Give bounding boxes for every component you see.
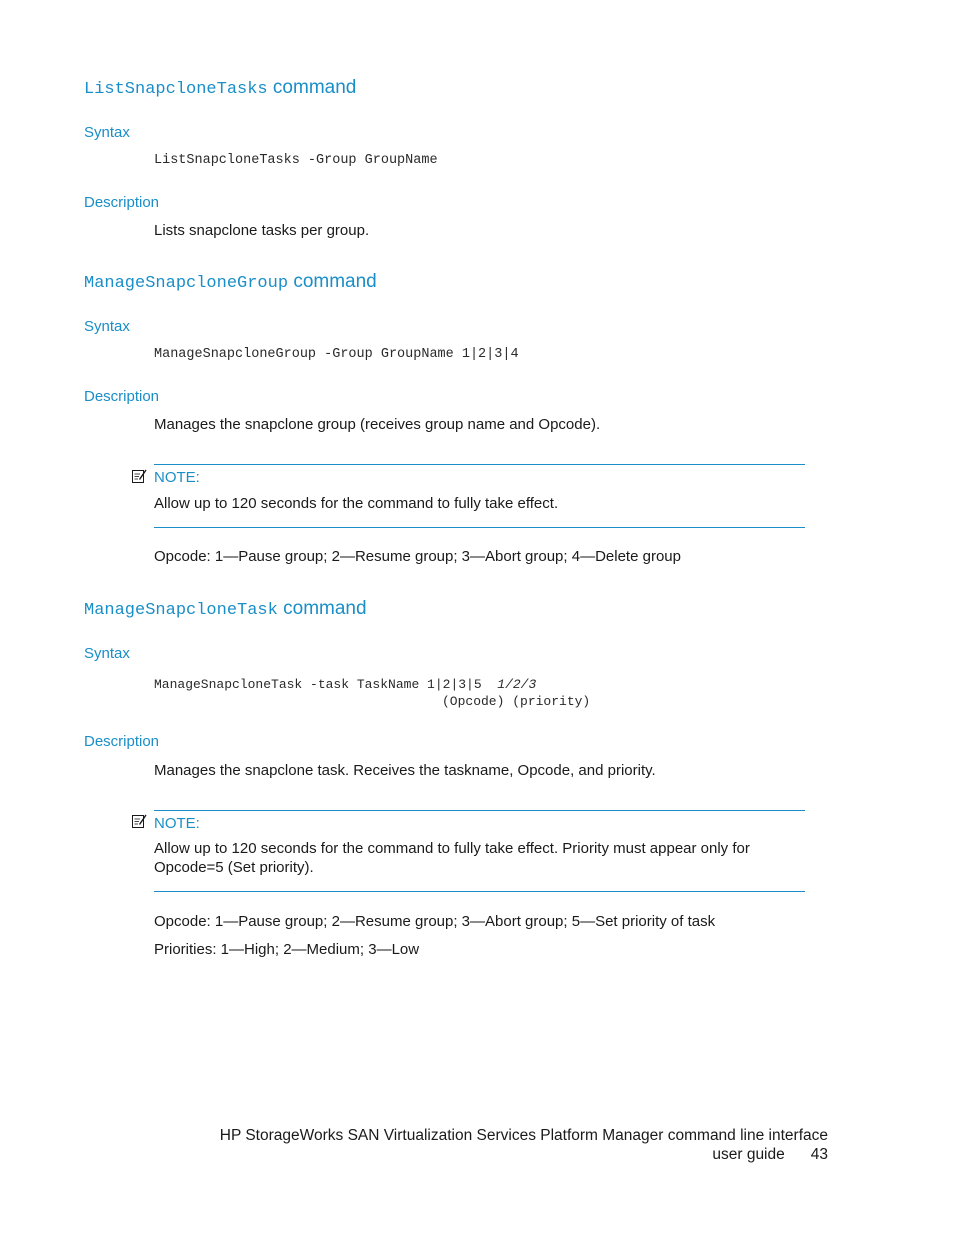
note-top-rule xyxy=(154,810,805,811)
syntax-code: ManageSnapcloneGroup -Group GroupName 1|2|3|4 xyxy=(154,347,519,362)
syntax-main: ManageSnapcloneTask -task TaskName 1|2|3|5 xyxy=(154,677,498,692)
description-text: Lists snapclone tasks per group. xyxy=(154,222,370,239)
syntax-heading: Syntax xyxy=(84,318,130,335)
command-name: ManageSnapcloneTask xyxy=(84,601,278,620)
command-suffix: command xyxy=(288,271,377,292)
description-text: Manages the snapclone task. Receives the taskname, Opcode, and priority. xyxy=(154,762,656,779)
syntax-code xyxy=(154,677,536,692)
syntax-heading: Syntax xyxy=(84,124,130,141)
section-heading-managesnapclonetask xyxy=(84,598,367,620)
syntax-subcaption: (Opcode) (priority) xyxy=(442,694,591,709)
syntax-priority-values: 1/2/3 xyxy=(497,677,537,692)
description-heading: Description xyxy=(84,733,160,750)
opcode-text: Opcode: 1—Pause group; 2—Resume group; 3—Abort group; 4—Delete group xyxy=(154,548,681,565)
description-heading: Description xyxy=(84,388,160,405)
command-suffix: command xyxy=(277,598,367,619)
note-bottom-rule xyxy=(154,527,805,528)
page-footer xyxy=(188,1126,828,1164)
note-text: Allow up to 120 seconds for the command to fully take effect. xyxy=(154,495,559,512)
page-number: 43 xyxy=(810,1146,828,1163)
command-name: ListSnapcloneTasks xyxy=(84,80,268,99)
section-heading-listsnapclonetasks xyxy=(84,77,356,99)
description-heading: Description xyxy=(84,194,160,211)
command-name: ManageSnapcloneGroup xyxy=(84,274,289,293)
priorities-text: Priorities: 1—High; 2—Medium; 3—Low xyxy=(154,941,420,958)
opcode-text: Opcode: 1—Pause group; 2—Resume group; 3—Abort group; 5—Set priority of task xyxy=(154,913,716,930)
note-label: NOTE: xyxy=(154,815,200,832)
note-pencil-icon xyxy=(131,468,147,484)
note-bottom-rule xyxy=(154,891,805,892)
section-heading-managesnapclonegroup xyxy=(84,271,377,293)
note-label: NOTE: xyxy=(154,469,200,486)
syntax-heading: Syntax xyxy=(84,645,130,662)
note-text: Allow up to 120 seconds for the command to fully take effect. Priority must appear only for Opcode=5 (Set priority). xyxy=(154,840,750,876)
footer-title: HP StorageWorks SAN Virtualization Services Platform Manager command line interface user guide xyxy=(219,1127,828,1163)
description-text: Manages the snapclone group (receives group name and Opcode). xyxy=(154,416,601,433)
syntax-code: ListSnapcloneTasks -Group GroupName xyxy=(154,153,438,168)
note-top-rule xyxy=(154,464,805,465)
note-pencil-icon xyxy=(131,813,147,829)
command-suffix: command xyxy=(267,77,357,98)
